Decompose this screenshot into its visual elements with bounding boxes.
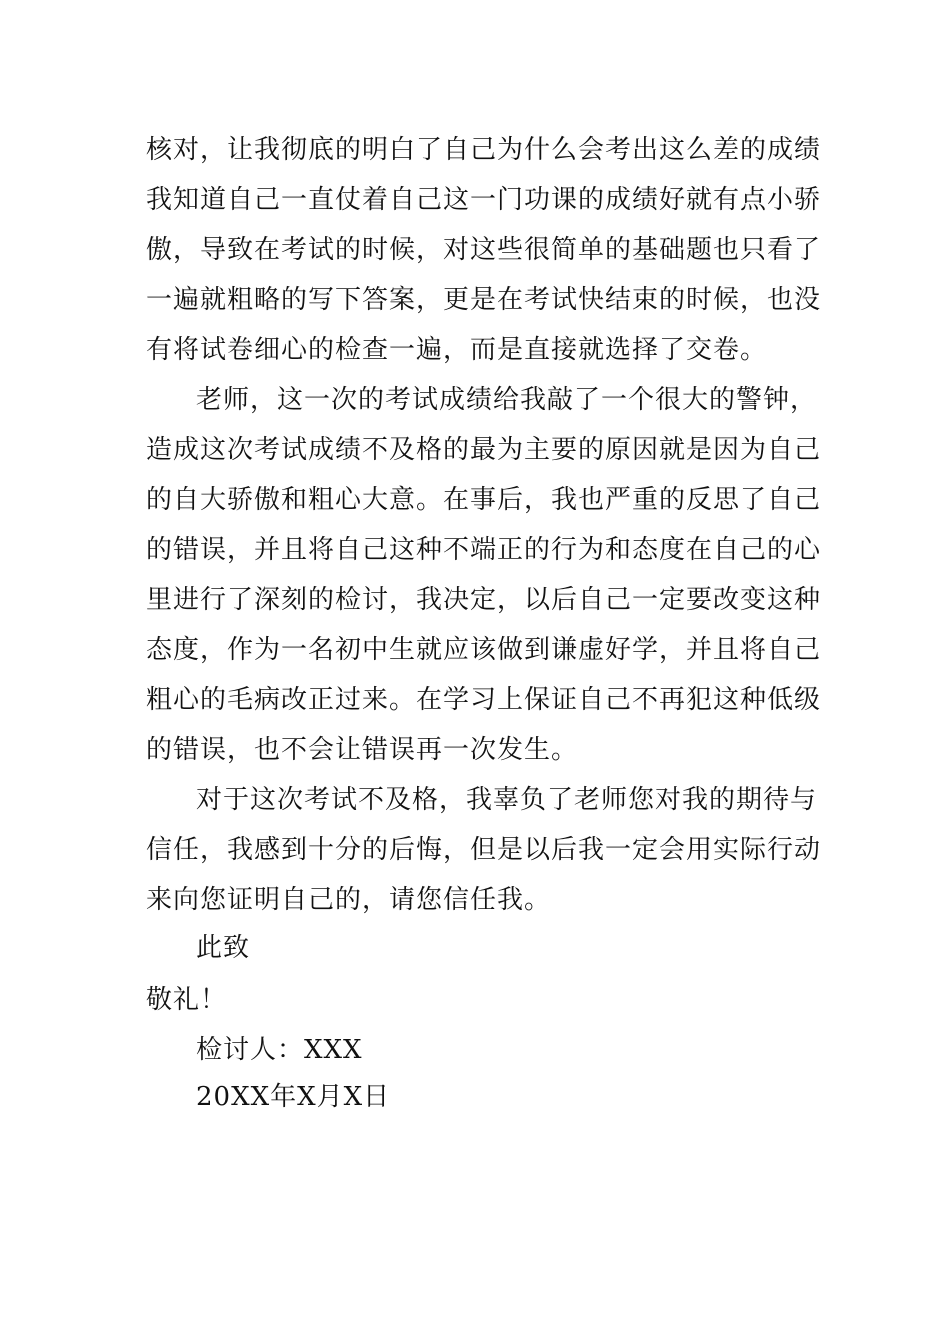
paragraph-2-line-7: 粗心的毛病改正过来。在学习上保证自己不再犯这种低级 bbox=[146, 685, 822, 715]
paragraph-3-line-3: 来向您证明自己的，请您信任我。 bbox=[146, 885, 552, 915]
paragraph-1-line-5: 有将试卷细心的检查一遍，而是直接就选择了交卷。 bbox=[146, 335, 768, 365]
date-line: 20XX年X月X日 bbox=[196, 1082, 391, 1112]
paragraph-2-line-5: 里进行了深刻的检讨，我决定，以后自己一定要改变这种 bbox=[146, 585, 822, 615]
paragraph-3-line-2: 信任，我感到十分的后悔，但是以后我一定会用实际行动 bbox=[146, 835, 822, 865]
paragraph-2-line-1: 老师，这一次的考试成绩给我敲了一个很大的警钟， bbox=[196, 385, 818, 415]
paragraph-1-line-1: 核对，让我彻底的明白了自己为什么会考出这么差的成绩 bbox=[146, 135, 822, 165]
closing-salutation: 此致 bbox=[196, 933, 251, 963]
closing-regards: 敬礼！ bbox=[146, 985, 228, 1015]
paragraph-3-line-1: 对于这次考试不及格，我辜负了老师您对我的期待与 bbox=[196, 785, 818, 815]
paragraph-2-line-8: 的错误，也不会让错误再一次发生。 bbox=[146, 735, 579, 765]
paragraph-2-line-3: 的自大骄傲和粗心大意。在事后，我也严重的反思了自己 bbox=[146, 485, 822, 515]
paragraph-2-line-4: 的错误，并且将自己这种不端正的行为和态度在自己的心 bbox=[146, 535, 822, 565]
paragraph-1-line-2: 我知道自己一直仗着自己这一门功课的成绩好就有点小骄 bbox=[146, 185, 822, 215]
paragraph-2-line-6: 态度，作为一名初中生就应该做到谦虚好学，并且将自己 bbox=[146, 635, 822, 665]
signature-line: 检讨人：XXX bbox=[196, 1035, 363, 1065]
paragraph-2-line-2: 造成这次考试成绩不及格的最为主要的原因就是因为自己 bbox=[146, 435, 822, 465]
paragraph-1-line-3: 傲，导致在考试的时候，对这些很简单的基础题也只看了 bbox=[146, 235, 822, 265]
paragraph-1-line-4: 一遍就粗略的写下答案，更是在考试快结束的时候，也没 bbox=[146, 285, 822, 315]
